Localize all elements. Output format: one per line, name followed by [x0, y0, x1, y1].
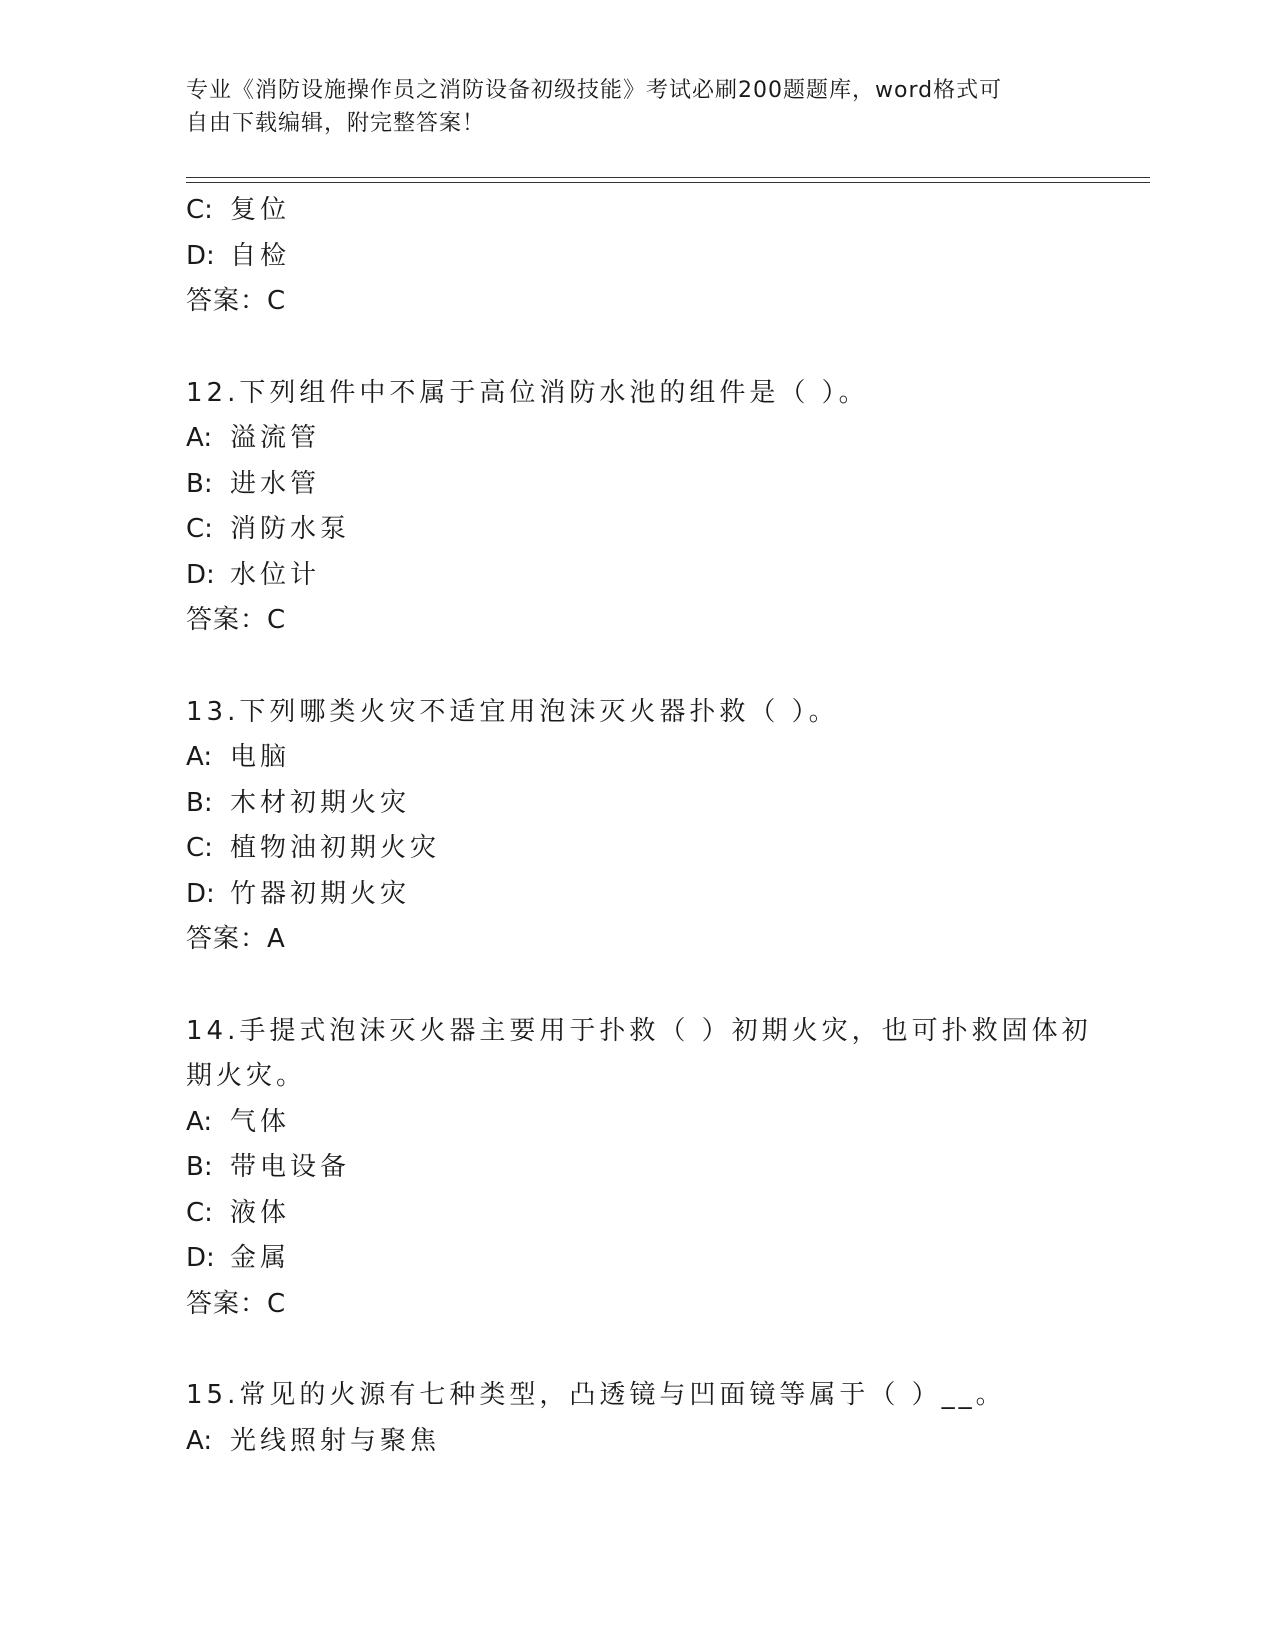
spacer — [186, 644, 1086, 690]
question-14 — [186, 1009, 1092, 1328]
answer-line: 答案：C — [186, 286, 287, 316]
option-label: C: — [186, 833, 213, 863]
option-d — [186, 1236, 1086, 1282]
option-text: 复位 — [230, 195, 291, 225]
option-label: B: — [186, 1152, 213, 1182]
option-label: B: — [186, 468, 213, 499]
header-divider-bottom — [186, 182, 1150, 183]
option-text: 金属 — [230, 1243, 291, 1273]
question-stem: 15.常见的火源有七种类型，凸透镜与凹面镜等属于（ ）__。 — [186, 1380, 1006, 1410]
question-stem: 13.下列哪类火灾不适宜用泡沫灭火器扑救（ ）。 — [186, 696, 839, 727]
option-text: 植物油初期火灾 — [230, 833, 441, 863]
option-text: 自检 — [230, 240, 291, 271]
option-text: 进水管 — [230, 468, 321, 499]
option-text: 带电设备 — [230, 1152, 351, 1182]
question-13 — [186, 690, 1086, 963]
previous-question-fragment — [186, 188, 1086, 325]
option-label: C: — [186, 195, 213, 225]
option-label: A: — [186, 423, 213, 453]
document-header — [186, 74, 1086, 140]
question-list — [186, 188, 1092, 1464]
option-c — [186, 1191, 1086, 1237]
option-label: A: — [186, 742, 213, 772]
option-a — [186, 416, 1086, 462]
option-text: 消防水泵 — [230, 514, 351, 544]
option-label: C: — [186, 1197, 213, 1228]
option-text: 气体 — [230, 1106, 291, 1137]
option-c — [186, 188, 1086, 234]
header-line-2: 自由下载编辑，附完整答案！ — [186, 111, 486, 136]
option-label: D: — [186, 559, 215, 590]
question-12 — [186, 371, 1086, 644]
option-text: 溢流管 — [230, 423, 321, 453]
option-label: A: — [186, 1425, 213, 1456]
option-text: 水位计 — [230, 559, 321, 590]
option-text: 光线照射与聚焦 — [230, 1425, 441, 1456]
option-label: D: — [186, 878, 215, 909]
option-a — [186, 1419, 1086, 1465]
spacer — [186, 1327, 1086, 1373]
option-label: D: — [186, 240, 215, 271]
option-d — [186, 553, 1086, 599]
question-stem: 12.下列组件中不属于高位消防水池的组件是（ ）。 — [186, 377, 869, 408]
header-line-1: 专业《消防设施操作员之消防设备初级技能》考试必刷200题题库，word格式可 — [186, 78, 1003, 103]
option-label: B: — [186, 787, 213, 818]
option-text: 电脑 — [230, 742, 291, 772]
answer-line: 答案：A — [186, 924, 286, 954]
question-stem-line-1: 14.手提式泡沫灭火器主要用于扑救（ ）初期火灾，也可扑救固体初 — [186, 1015, 1092, 1046]
question-15 — [186, 1373, 1086, 1464]
answer-line: 答案：C — [186, 1288, 287, 1319]
option-text: 液体 — [230, 1197, 291, 1228]
option-c — [186, 826, 1086, 872]
option-c — [186, 507, 1086, 553]
spacer — [186, 963, 1086, 1009]
option-b — [186, 462, 1086, 508]
option-d — [186, 872, 1086, 918]
option-b — [186, 781, 1086, 827]
option-label: A: — [186, 1106, 213, 1137]
option-label: C: — [186, 514, 213, 544]
option-a — [186, 1100, 1086, 1146]
question-stem-line-2: 期火灾。 — [186, 1061, 307, 1091]
option-label: D: — [186, 1243, 215, 1273]
answer-line: 答案：C — [186, 605, 287, 635]
option-b — [186, 1145, 1086, 1191]
option-text: 竹器初期火灾 — [230, 878, 411, 909]
option-text: 木材初期火灾 — [230, 787, 411, 818]
option-d — [186, 234, 1086, 280]
option-a — [186, 735, 1086, 781]
spacer — [186, 325, 1086, 371]
header-divider-top — [186, 177, 1150, 178]
